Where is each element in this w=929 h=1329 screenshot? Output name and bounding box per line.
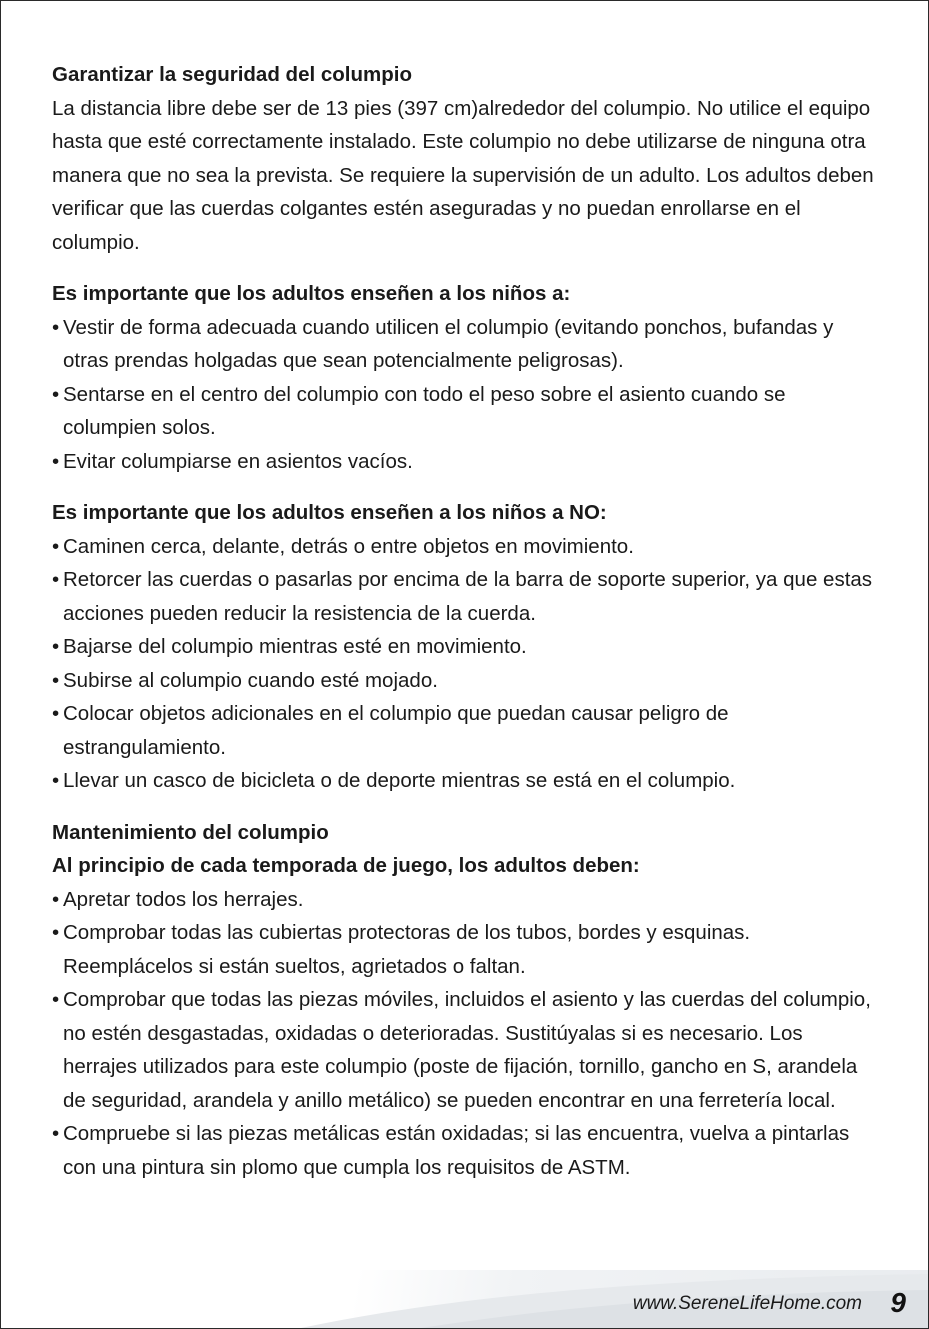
bullet-icon: • — [52, 887, 60, 911]
page-number: 9 — [890, 1287, 906, 1318]
section-swing-safety — [52, 58, 882, 259]
list-item-text: Bajarse del columpio mientras esté en movimiento. — [63, 635, 527, 658]
list-item — [52, 664, 882, 698]
list-item-text: Sentarse en el centro del columpio con todo el peso sobre el asiento cuando se columpien solos. — [63, 382, 786, 439]
bullet-icon: • — [52, 702, 60, 725]
list-item — [52, 916, 882, 983]
bullet-icon: • — [52, 568, 60, 591]
bullet-icon: • — [52, 534, 60, 558]
section-teach-children — [52, 277, 882, 478]
list-item — [52, 563, 882, 630]
list-item — [52, 378, 882, 445]
list-item-text: Apretar todos los herrajes. — [63, 887, 304, 911]
bullet-icon: • — [52, 668, 60, 692]
section-maintenance — [52, 816, 882, 1185]
footer-band — [1, 1270, 928, 1328]
bullet-list — [52, 311, 882, 479]
list-item — [52, 697, 882, 764]
bullet-icon: • — [52, 315, 60, 339]
bullet-icon: • — [52, 769, 60, 792]
list-item — [52, 630, 882, 664]
list-item — [52, 445, 882, 479]
list-item-text: Vestir de forma adecuada cuando utilicen el columpio (evitando ponchos, bufandas y otras prendas holgadas que sean potencialmente peligrosas). — [63, 315, 834, 372]
list-item-text: Retorcer las cuerdas o pasarlas por encima de la barra de soporte superior, ya que estas acciones pueden reducir la resistencia de la cuerda. — [63, 568, 873, 625]
list-item — [52, 883, 882, 917]
list-item-text: Subirse al columpio cuando esté mojado. — [63, 668, 438, 692]
bullet-icon: • — [52, 449, 60, 473]
list-item-text: Caminen cerca, delante, detrás o entre objetos en movimiento. — [63, 534, 634, 558]
bullet-icon: • — [52, 1122, 60, 1145]
list-item-text: Comprobar todas las cubiertas protectoras de los tubos, bordes y esquinas. Reemplácelos si están sueltos, agrietados o faltan. — [63, 921, 751, 978]
section-teach-children-not — [52, 496, 882, 798]
list-item — [52, 764, 882, 798]
list-item — [52, 530, 882, 564]
list-item — [52, 983, 882, 1117]
section-title: Mantenimiento del columpio — [52, 820, 329, 844]
section-title: Es importante que los adultos enseñen a los niños a: — [52, 282, 571, 305]
list-item-text: Llevar un casco de bicicleta o de deporte mientras se está en el columpio. — [63, 769, 736, 792]
bullet-list — [52, 530, 882, 798]
section-paragraph: La distancia libre debe ser de 13 pies (397 cm)alrededor del columpio. No utilice el equipo hasta que esté correctamente instalado. Este columpio no debe utilizarse de ninguna otra manera que no sea la prevista. Se requiere la supervisión de un adulto. Los adultos deben verificar que las cuerdas colgantes estén aseguradas y no puedan enrollarse en el columpio. — [52, 96, 874, 254]
list-item-text: Colocar objetos adicionales en el columpio que puedan causar peligro de estrangulamiento. — [63, 702, 729, 759]
section-subtitle: Al principio de cada temporada de juego, los adultos deben: — [52, 854, 640, 877]
section-title: Es importante que los adultos enseñen a los niños a NO: — [52, 501, 607, 524]
bullet-icon: • — [52, 382, 60, 406]
bullet-icon: • — [52, 635, 60, 658]
list-item-text: Evitar columpiarse en asientos vacíos. — [63, 449, 413, 473]
bullet-list — [52, 883, 882, 1185]
list-item — [52, 1117, 882, 1184]
website-link[interactable]: www.SereneLifeHome.com — [632, 1293, 862, 1314]
bullet-icon: • — [52, 988, 60, 1011]
bullet-icon: • — [52, 921, 60, 944]
document-body — [52, 58, 882, 1202]
list-item-text: Compruebe si las piezas metálicas están oxidadas; si las encuentra, vuelva a pintarlas con una pintura sin plomo que cumpla los requisitos de ASTM. — [63, 1122, 850, 1179]
list-item-text: Comprobar que todas las piezas móviles, incluidos el asiento y las cuerdas del columpio, no estén desgastadas, oxidadas o deterioradas. Sustitúyalas si es necesario. Los herrajes utilizados para este columpio (poste de fijación, tornillo, gancho en S, arandela de seguridad, arandela y anillo metálico) se pueden encontrar en una ferretería local. — [63, 988, 871, 1112]
section-title: Garantizar la seguridad del columpio — [52, 63, 412, 86]
list-item — [52, 311, 882, 378]
